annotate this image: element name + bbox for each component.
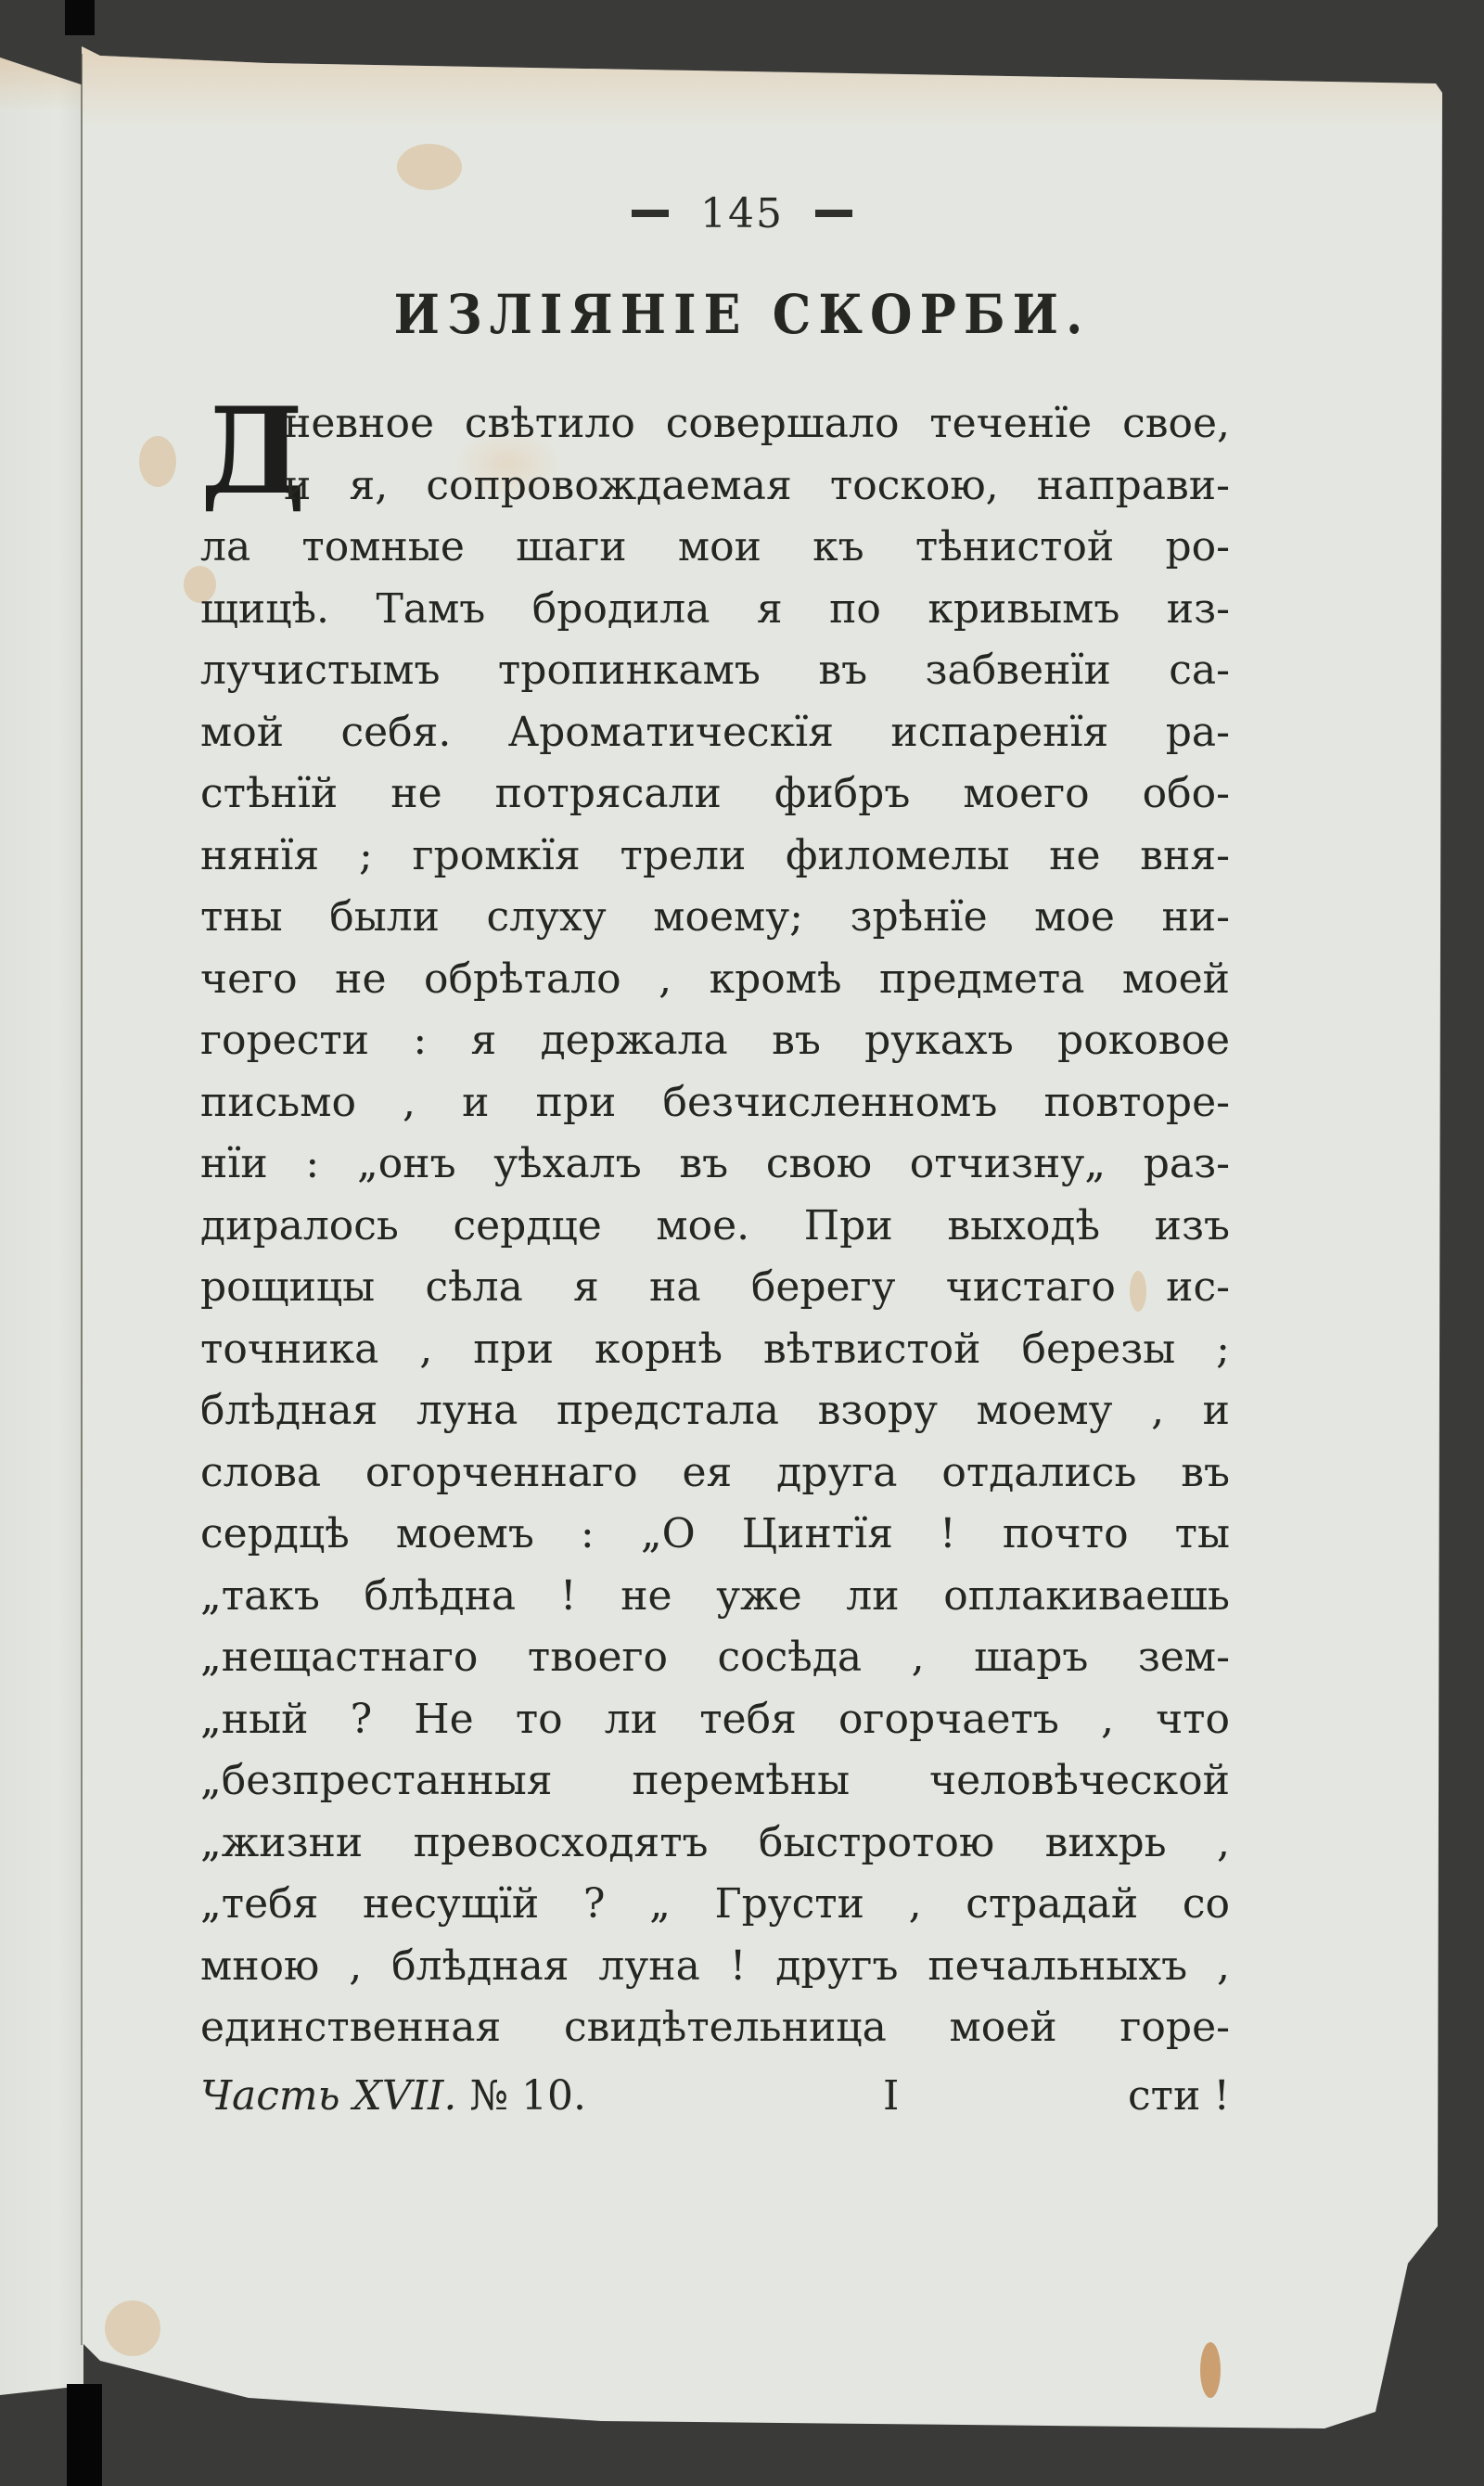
text-line: точника , при корнѣ вѣтвистой березы ;	[200, 1325, 1230, 1373]
chapter-title: ИЗЛIЯНIЕ СКОРБИ.	[393, 283, 1091, 346]
text-line: щицѣ. Тамъ бродила я по кривымъ из-	[200, 584, 1230, 633]
text-line: чего не обрѣтало , кромѣ предмета моей	[200, 955, 1230, 1003]
text-line: „безпрестанныя перемѣны человѣческой	[200, 1757, 1230, 1804]
text-line: „такъ блѣдна ! не уже ли оплакиваешь	[200, 1571, 1230, 1620]
page-footer	[200, 2072, 1230, 2134]
book-spine-bottom	[67, 2384, 102, 2486]
issue-label: № 10.	[469, 2072, 587, 2120]
foxing-stain	[139, 436, 176, 487]
ornamental-dash-left	[632, 210, 669, 217]
book-spine-top	[65, 0, 95, 35]
text-line: „жизни превосходятъ быстротою вихрь ,	[200, 1818, 1230, 1866]
text-line: ла томные шаги мои къ тѣнистой ро-	[200, 523, 1230, 570]
foxing-stain	[397, 144, 462, 190]
catchword: сти !	[1128, 2072, 1230, 2120]
foxing-stain	[1200, 2342, 1221, 2398]
text-line: и я, сопровождаемая тоскою, направи-	[284, 461, 1230, 509]
text-line: единственная свидѣтельница моей горе-	[200, 2004, 1230, 2051]
text-line: „тебя несущїй ? „ Грусти , страдай со	[200, 1880, 1230, 1928]
ornamental-dash-right	[815, 210, 852, 217]
text-line: диралось сердце мое. При выходѣ изъ	[200, 1201, 1230, 1249]
body-text	[200, 382, 1230, 2059]
part-label: Часть XVII.	[200, 2072, 457, 2120]
facing-page-edge	[0, 58, 83, 2395]
text-line: нянїя ; громкїя трели филомелы не вня-	[200, 831, 1230, 879]
page-number-header	[0, 190, 1484, 237]
text-line: тны были слуху моему; зрѣнїе мое ни-	[200, 893, 1230, 941]
foxing-stain	[105, 2300, 160, 2356]
text-line: „ный ? Не то ли тебя огорчаетъ , что	[200, 1695, 1230, 1743]
text-line: горести : я держала въ рукахъ роковое	[200, 1017, 1230, 1064]
text-line: мною , блѣдная луна ! другъ печальныхъ ,	[200, 1941, 1230, 1990]
text-line: рощицы сѣла я на берегу чистаго ис-	[200, 1263, 1230, 1311]
page-gutter-fold	[81, 54, 83, 2345]
text-line: стѣнїй не потрясали фибръ моего обо-	[200, 770, 1230, 817]
text-line: нїи : „онъ уѣхалъ въ свою отчизну„ раз-	[200, 1140, 1230, 1187]
text-line: блѣдная луна предстала взору моему , и	[200, 1387, 1230, 1434]
text-line: письмо , и при безчисленномъ повторе-	[200, 1078, 1230, 1126]
text-line: слова огорченнаго ея друга отдались въ	[200, 1448, 1230, 1496]
text-line: невное свѣтило совершало теченїе свое,	[284, 400, 1230, 447]
text-line: лучистымъ тропинкамъ въ забвенїи са-	[200, 647, 1230, 694]
text-line: мой себя. Ароматическїя испаренїя ра-	[200, 708, 1230, 756]
text-line: „нещастнаго твоего сосѣда , шаръ зем-	[200, 1634, 1230, 1681]
text-line: сердцѣ моемъ : „О Цинтїя ! почто ты	[200, 1510, 1230, 1557]
volume-issue-line	[200, 2072, 586, 2120]
drop-cap-initial: Д	[200, 382, 306, 521]
page-number: 145	[700, 190, 784, 237]
signature-mark: I	[883, 2072, 900, 2120]
